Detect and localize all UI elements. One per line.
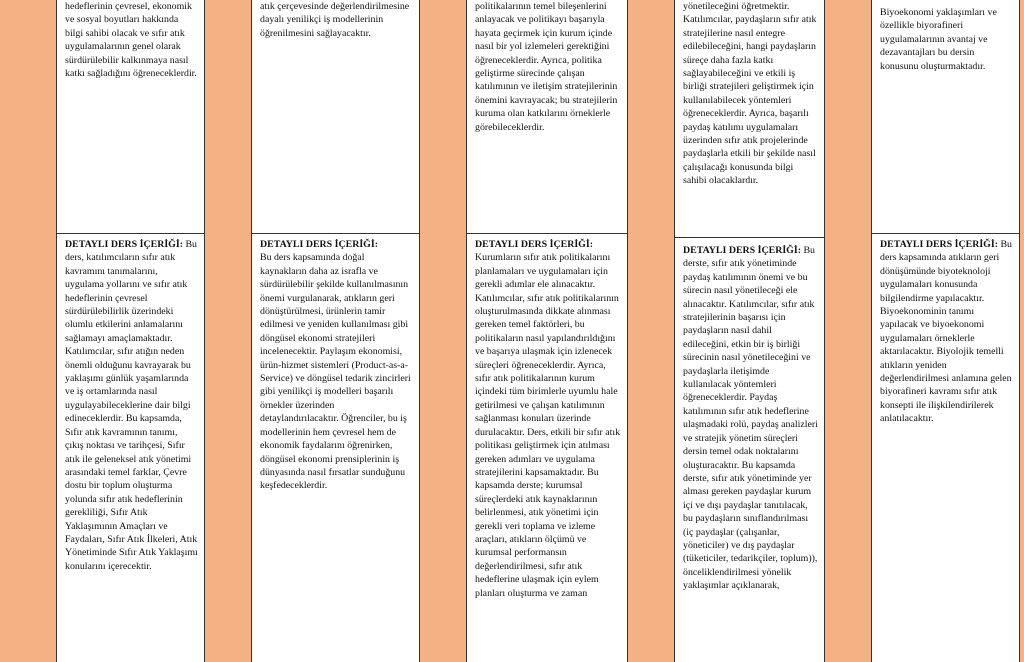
row-border [57,233,204,234]
objectives-text: Biyoekonomi yaklaşımları ve özellikle biyorafineri uygulamalarının avantaj ve dezavantajları bu dersin konusunu oluşturmaktadır. [880,7,997,72]
detail-cell [675,244,824,662]
detail-text: Bu ders kapsamında atıkların geri dönüşümünde biyoteknoloji uygulamaları konusunda bilgilendirme yapılacaktır. Biyoekonominin tanımı yapılacak ve biyoekonomi uygulamaları örneklerle aktarılacaktır. Biyolojik temelli atıkların yeniden değerlendirilmesi anlamına gelen biyorafineri kavramı sıfır atık konsepti ile ilişkilendirilerek anlatılacaktır. [880,239,1012,425]
detail-cell [252,238,419,662]
row-border [872,233,1019,234]
row-border [675,237,824,238]
detail-header: DETAYLI DERS İÇERİĞİ: [683,245,801,256]
objectives-text: yönetileceğini öğretmektir. Katılımcılar, paydaşların sıfır atık stratejilerine nasıl entegre edilebileceğini, hangi paydaşların süreçe daha fazla katkı sağlayabileceğini ve etkili iş birliği stratejileri geliştirmek için kullanılabilecek yöntemleri öğreneceklerdir. Ayrıca, başarılı paydaş katılımı uygulamaları üzerinden sıfır atık projelerinde paydaşlarla etkili bir şekilde nasıl çalışılacağı konusunda bilgi sahibi olacaklardır. [683,1,817,187]
row-border [252,233,419,234]
detail-text: Bu derste, sıfır atık yönetiminde paydaş katılımının önemi ve bu sürecin nasıl yönetileceği ele alınacaktır. Katılımcılar, sıfır atık stratejilerinin başarısı için paydaşların nasıl dahil edileceğini, etkin bir iş birliği sürecinin nasıl yönetileceğini ve paydaşlarla iletişimde kullanılacak yöntemleri öğreneceklerdir. Paydaş katılımının sıfır atık hedeflerine ulaşmadaki rolü, paydaş analizleri ve stratejik yönetim süreçleri dersin temel odak noktalarını oluşturacaktır. Bu kapsamda derste, sıfır atık yönetiminde yer alması gereken paydaşlar kurum içi ve dışı paydaşlar tanıtılacak, bu paydaşların sınıflandırılması (iç paydaşlar (çalışanlar, yöneticiler) ve dış paydaşlar (tüketiciler, tedarikçiler, toplum)), önceliklendirilmesi yönelik yaklaşımlar açıklanarak, [683,245,818,592]
column-border [204,0,205,662]
spacer-column [627,0,675,662]
spacer-column [0,0,57,662]
detail-cell [57,238,204,662]
objectives-text: atık çerçevesinde değerlendirilmesine dayalı yenilikçi iş modellerinin öğrenilmesini sağlayacaktır. [260,1,410,39]
row-border [467,233,627,234]
detail-header: DETAYLI DERS İÇERİĞİ: [880,239,998,250]
detail-text: Kurumların sıfır atık politikalarını planlamaları ve uygulamaları için gerekli adımlar ele alınacaktır. Katılımcılar, sıfır atık politikalarının oluşturulmasında dikkate alınması gereken temel faktörleri, bu politikaların nasıl yapılandırıldığını ve başarıya ulaşmak için izlenecek süreçleri öğreneceklerdir. Ayrıca, sıfır atık politikalarının kurum içindeki tüm birimlerle uyumlu hale getirilmesi ve çalışan katılımının sağlanması konuları üzerinde durulacaktır. Ders, etkili bir sıfır atık politikası geliştirmek için atılması gereken adımları ve uygulama stratejilerini kapsamaktadır. Bu kapsamda derste; kurumsal süreçlerdeki atık kaynaklarının belirlenmesi, atık yönetimi için gerekli veri toplama ve izleme araçları, atıkların ölçümü ve kurumsal performansın değerlendirilmesi, sıfır atık hedeflerine ulaşmak için eylem planları oluşturma ve zaman [475,252,621,599]
column-border [627,0,628,662]
objectives-text: politikalarının temel bileşenlerini anlayacak ve politikayı başarıyla hayata geçirmek için kurum içinde nasıl bir yol izlemeleri gerektiğini öğreneceklerdir. Ayrıca, politika geliştirme sürecinde çalışan katılımının ve iletişim stratejilerinin önemini kavrayacak; bu stratejilerin kuruma olan katkılarını örneklerle görebileceklerdir. [475,1,618,133]
detail-cell [872,238,1019,662]
detail-cell [467,238,627,662]
column-border [824,0,825,662]
objectives-text: hedeflerinin çevresel, ekonomik ve sosyal boyutları hakkında bilgi sahibi olacak ve sıfır atık uygulamalarının genel olarak sürdürülebilir kalkınmaya nasıl katkı sağladığını öğreneceklerdir. [65,1,197,80]
objectives-cell [467,0,627,230]
spacer-column [204,0,252,662]
column-border [419,0,420,662]
detail-header: DETAYLI DERS İÇERİĞİ: [475,239,593,250]
objectives-cell [252,0,419,230]
objectives-cell [57,0,204,230]
objectives-cell [675,0,824,234]
detail-text: Bu ders kapsamında doğal kaynakların daha az israfla ve sürdürülebilir şekilde kullanılmasının önemi vurgulanarak, atıkların geri dönüştürülmesi, ürünlerin tamir edilmesi ve yeniden kullanılması gibi döngüsel ekonomi stratejileri incelenecektir. Paylaşım ekonomisi, ürün-hizmet sistemleri (Product-as-a-Service) ve döngüsel tedarik zincirleri gibi yenilikçi iş modelleri başarılı örnekler üzerinden detaylandırılacaktır. Öğrenciler, bu iş modellerinin hem çevresel hem de ekonomik faydalarını öğrenirken, döngüsel ekonomi prensiplerinin iş dünyasında nasıl fırsatlar sunduğunu keşfedeceklerdir. [260,252,411,492]
spacer-column [824,0,872,662]
detail-text: Bu ders, katılımcıların sıfır atık kavramını tanımalarını, uygulama yollarını ve sıfır atık hedeflerinin çevresel sürdürülebilirlik üzerindeki olumlu etkilerini anlamalarını sağlamayı amaçlamaktadır. Katılımcılar, sıfır atığın neden önemli olduğunu kavrayarak bu yaklaşımı günlük yaşamlarında ve iş ortamlarında nasıl uygulayabileceklerine dair bilgi edineceklerdir. Bu kapsamda, Sıfır atık kavramının tanımı, çıkış noktası ve tarihçesi, Sıfır atık ile geleneksel atık yönetimi arasındaki temel farklar, Çevre dostu bir toplum oluşturma yolunda sıfır atık hedeflerinin gerekliliği, Sıfır Atık Yaklaşımının Amaçları ve Faydaları, Sıfır Atık İlkeleri, Atık Yönetiminde Sıfır Atık Yaklaşımı konularını içerecektir. [65,239,198,572]
objectives-cell [872,6,1019,230]
detail-header: DETAYLI DERS İÇERİĞİ: [65,239,183,250]
column-border [1019,0,1020,662]
spacer-column [419,0,467,662]
detail-header: DETAYLI DERS İÇERİĞİ: [260,239,378,250]
